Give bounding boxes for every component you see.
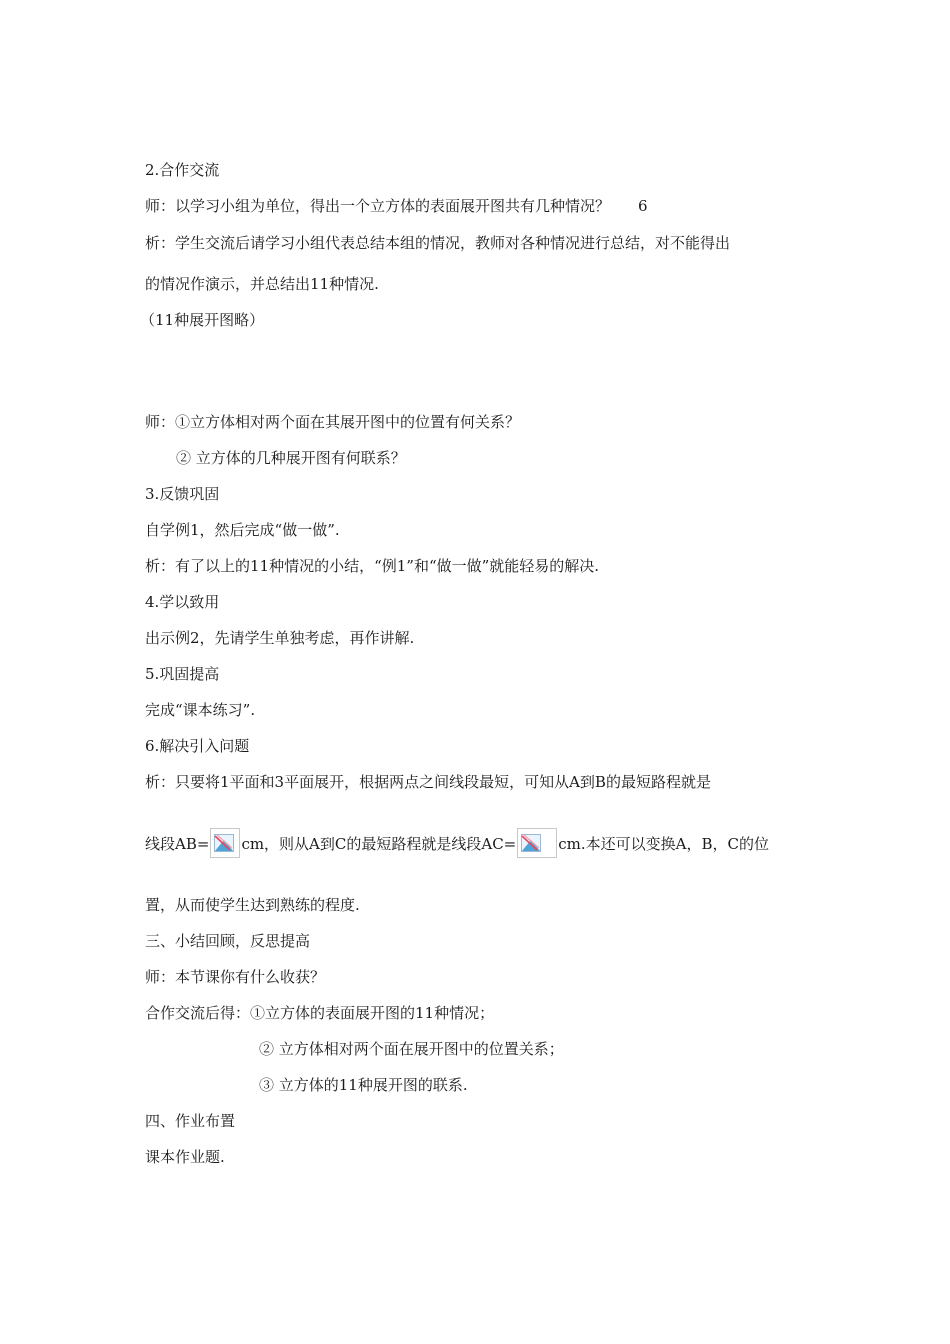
segment-ac-text: cm，则从A到C的最短路程就是线段AC=	[241, 835, 517, 853]
summary-item-3: ③ 立方体的11种展开图的联系.	[259, 1076, 468, 1094]
section-heading-homework: 四、作业布置	[145, 1112, 236, 1130]
summary-item-2: ② 立方体相对两个面在展开图中的位置关系；	[259, 1040, 564, 1058]
homework-text: 课本作业题.	[145, 1148, 225, 1166]
exercise-text: 完成“课本练习”.	[145, 701, 256, 719]
analysis-3-line-2	[145, 830, 769, 860]
section-heading-solve: 6.解决引入问题	[145, 737, 250, 755]
summary-item-1: 合作交流后得：①立方体的表面展开图的11种情况；	[145, 1004, 495, 1022]
segment-variation-text: cm.本还可以变换A，B，C的位	[558, 835, 769, 853]
analysis-1-line-1: 析：学生交流后请学习小组代表总结本组的情况，教师对各种情况进行总结，对不能得出	[145, 234, 731, 252]
segment-ab-label: 线段AB=	[145, 835, 210, 853]
analysis-3-line-3: 置，从而使学生达到熟练的程度.	[145, 896, 360, 914]
section-heading-feedback: 3.反馈巩固	[145, 485, 220, 503]
analysis-1-line-2: 的情况作演示，并总结出11种情况.	[145, 275, 379, 293]
teacher-question-1	[145, 196, 648, 216]
answer-value: 6	[638, 197, 648, 215]
figure-note: （11种展开图略）	[140, 311, 265, 329]
example-2-text: 出示例2，先请学生单独考虑，再作讲解.	[145, 629, 415, 647]
teacher-question-2: 师：①立方体相对两个面在其展开图中的位置有何关系？	[145, 413, 521, 431]
teacher-question-3: ② 立方体的几种展开图有何联系？	[176, 449, 406, 467]
analysis-2: 析：有了以上的11种情况的小结，“例1”和“做一做”就能轻易的解决.	[145, 557, 600, 575]
teacher-question-4: 师：本节课你有什么收获？	[145, 968, 326, 986]
section-heading-consolidate: 5.巩固提高	[145, 665, 220, 683]
self-study-text: 自学例1，然后完成“做一做”.	[145, 521, 340, 539]
section-heading-summary: 三、小结回顾，反思提高	[145, 932, 311, 950]
analysis-3-line-1: 析：只要将1平面和3平面展开，根据两点之间线段最短，可知从A到B的最短路程就是	[145, 773, 711, 791]
teacher-question-1-text: 师：以学习小组为单位，得出一个立方体的表面展开图共有几种情况？	[145, 197, 611, 215]
section-heading-cooperation: 2.合作交流	[145, 161, 220, 179]
section-heading-apply: 4.学以致用	[145, 593, 220, 611]
broken-image-icon	[210, 828, 240, 858]
broken-image-icon	[517, 828, 557, 858]
